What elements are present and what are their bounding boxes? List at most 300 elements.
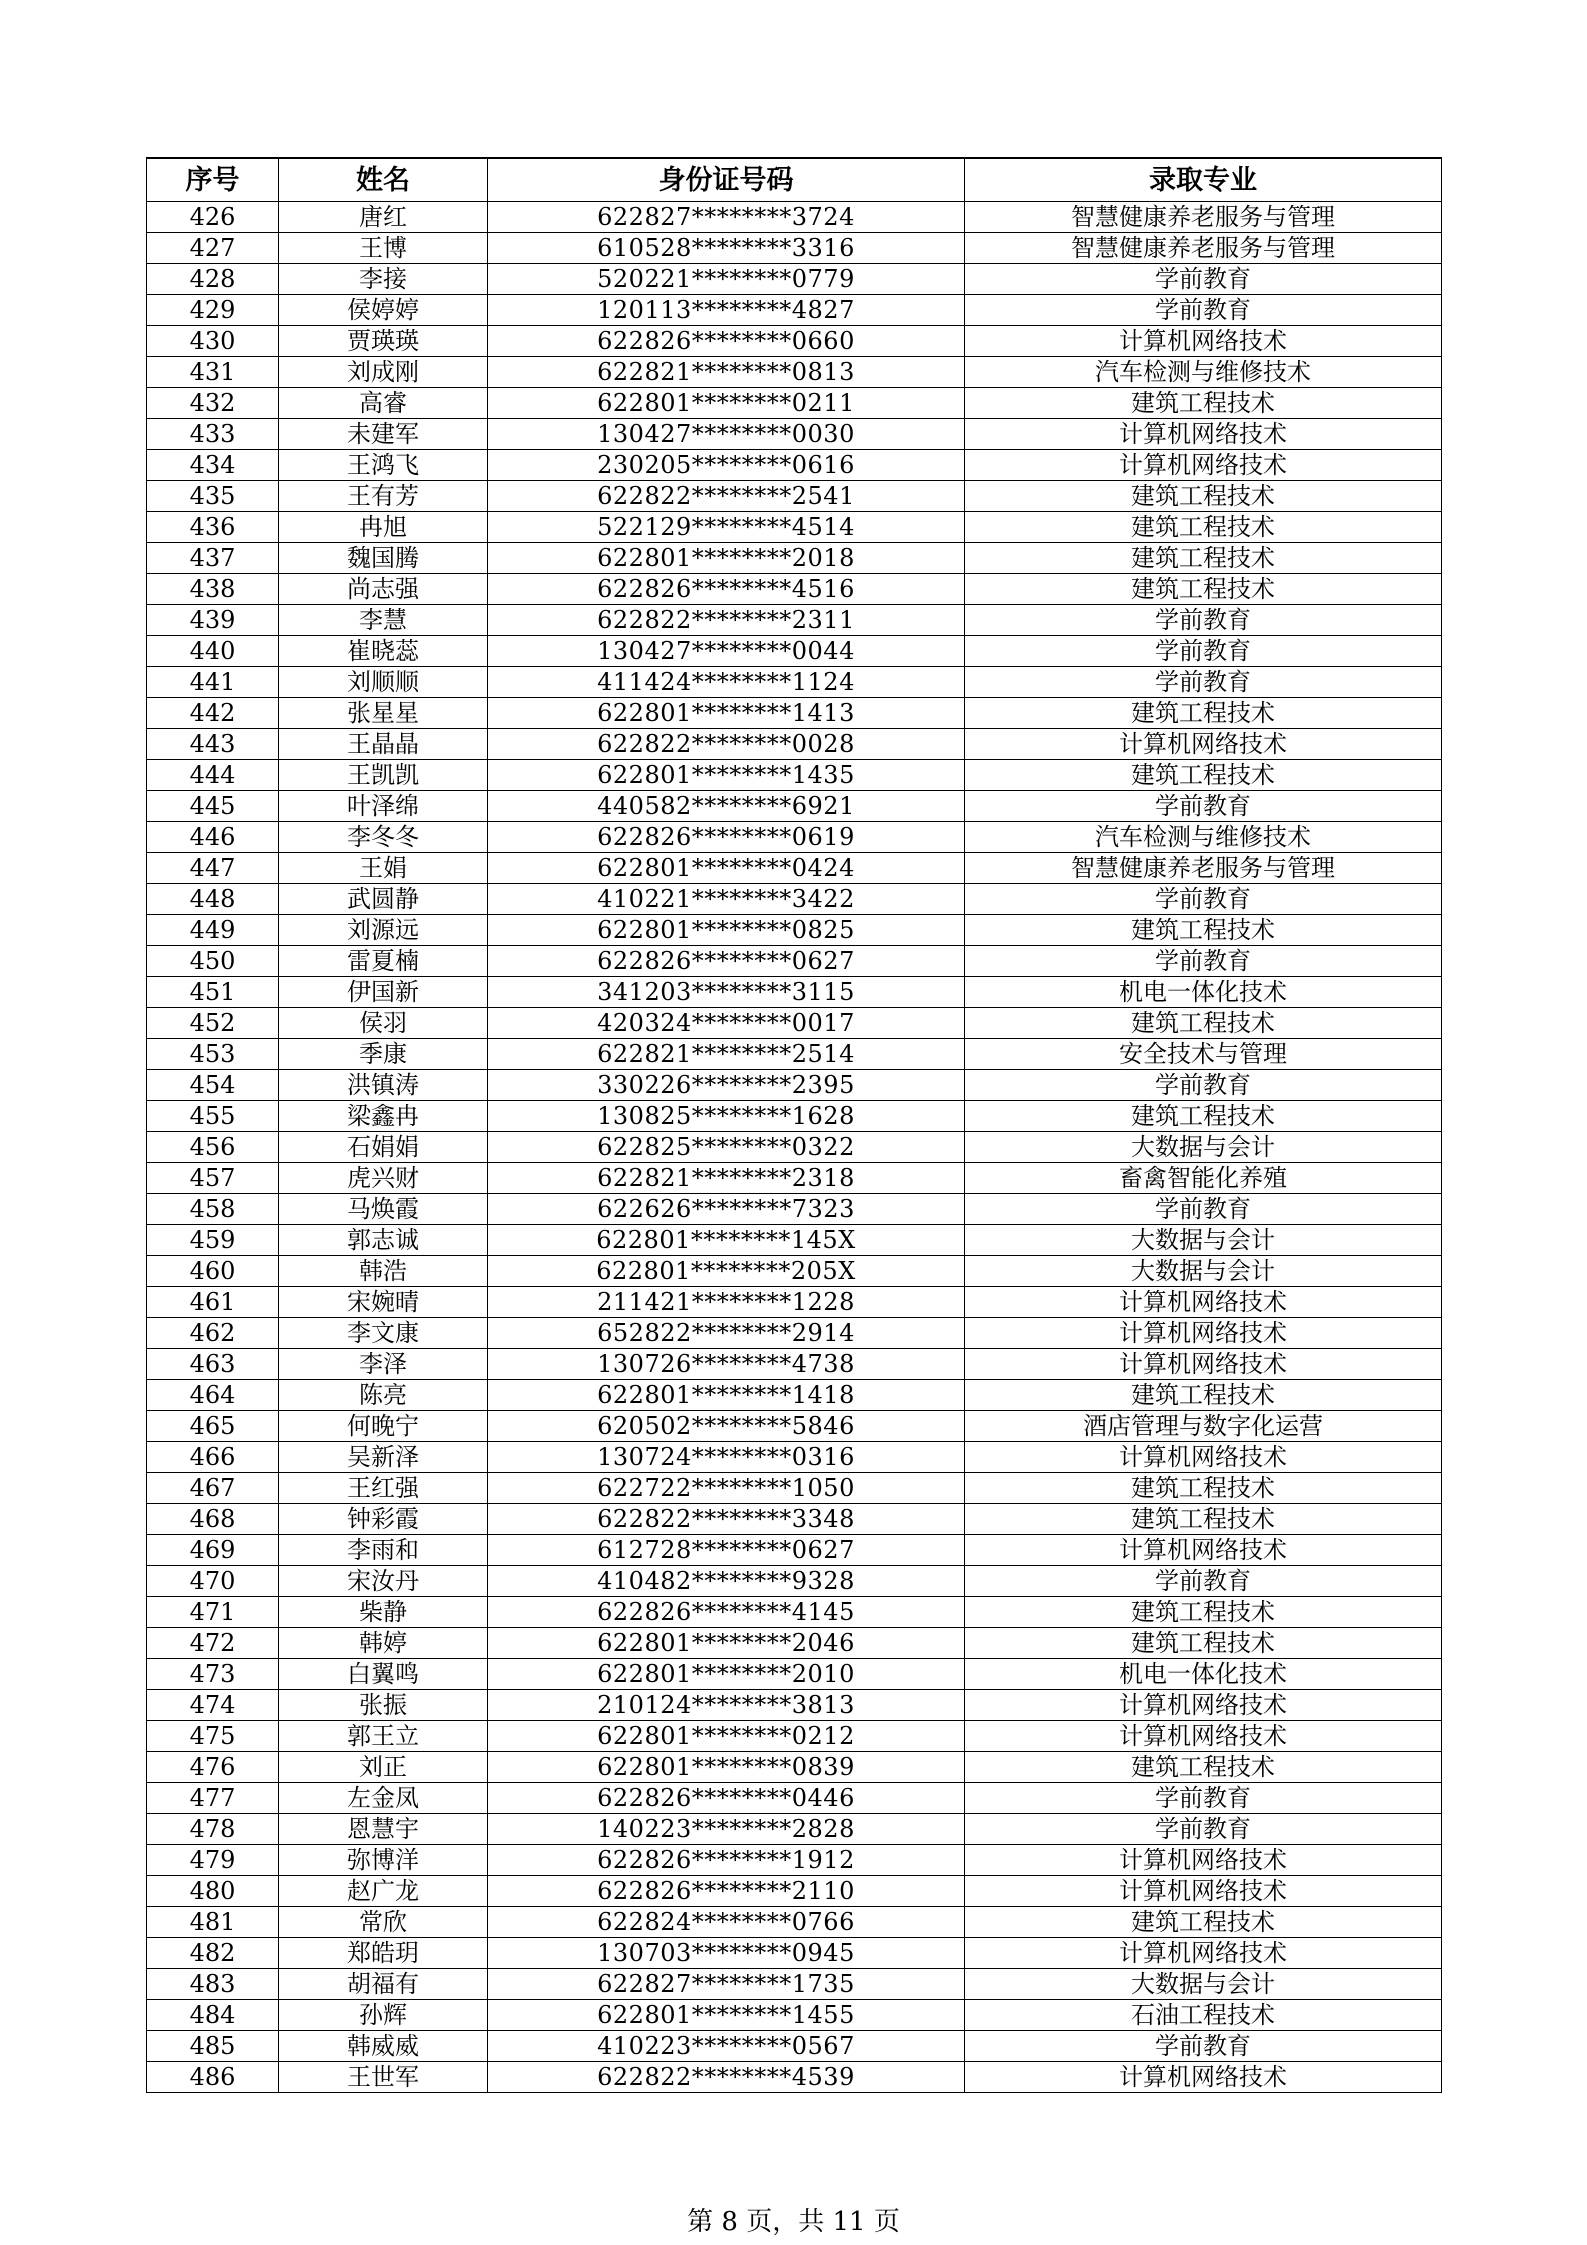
cell-name: 未建军 <box>279 419 488 450</box>
cell-name: 李雨和 <box>279 1535 488 1566</box>
cell-major: 建筑工程技术 <box>965 1504 1442 1535</box>
table-row <box>147 1411 1442 1442</box>
cell-id: 410221********3422 <box>488 884 965 915</box>
header-seq: 序号 <box>147 158 279 202</box>
table-row <box>147 295 1442 326</box>
table-row <box>147 233 1442 264</box>
cell-seq: 485 <box>147 2031 279 2062</box>
table-row <box>147 1814 1442 1845</box>
cell-major: 建筑工程技术 <box>965 1473 1442 1504</box>
cell-name: 郭王立 <box>279 1721 488 1752</box>
cell-major: 大数据与会计 <box>965 1969 1442 2000</box>
table-body <box>147 202 1442 2093</box>
cell-name: 刘顺顺 <box>279 667 488 698</box>
cell-name: 李接 <box>279 264 488 295</box>
cell-id: 622801********0424 <box>488 853 965 884</box>
cell-major: 计算机网络技术 <box>965 1349 1442 1380</box>
cell-seq: 445 <box>147 791 279 822</box>
cell-seq: 434 <box>147 450 279 481</box>
table-row <box>147 915 1442 946</box>
cell-seq: 472 <box>147 1628 279 1659</box>
cell-name: 王博 <box>279 233 488 264</box>
cell-major: 建筑工程技术 <box>965 760 1442 791</box>
cell-seq: 448 <box>147 884 279 915</box>
cell-id: 230205********0616 <box>488 450 965 481</box>
cell-id: 622821********2514 <box>488 1039 965 1070</box>
cell-id: 130825********1628 <box>488 1101 965 1132</box>
table-row <box>147 543 1442 574</box>
cell-seq: 483 <box>147 1969 279 2000</box>
cell-name: 韩婷 <box>279 1628 488 1659</box>
header-row <box>147 158 1442 202</box>
cell-name: 白翼鸣 <box>279 1659 488 1690</box>
cell-major: 建筑工程技术 <box>965 574 1442 605</box>
cell-id: 522129********4514 <box>488 512 965 543</box>
table-row <box>147 698 1442 729</box>
table-row <box>147 2000 1442 2031</box>
cell-name: 高睿 <box>279 388 488 419</box>
cell-id: 520221********0779 <box>488 264 965 295</box>
cell-major: 建筑工程技术 <box>965 1628 1442 1659</box>
cell-major: 计算机网络技术 <box>965 729 1442 760</box>
table-row <box>147 791 1442 822</box>
cell-seq: 450 <box>147 946 279 977</box>
cell-name: 柴静 <box>279 1597 488 1628</box>
cell-seq: 456 <box>147 1132 279 1163</box>
cell-id: 622801********2010 <box>488 1659 965 1690</box>
cell-name: 郑皓玥 <box>279 1938 488 1969</box>
table-row <box>147 326 1442 357</box>
cell-id: 612728********0627 <box>488 1535 965 1566</box>
cell-major: 石油工程技术 <box>965 2000 1442 2031</box>
cell-major: 大数据与会计 <box>965 1132 1442 1163</box>
cell-id: 622825********0322 <box>488 1132 965 1163</box>
cell-id: 622822********0028 <box>488 729 965 760</box>
cell-seq: 429 <box>147 295 279 326</box>
cell-id: 622821********0813 <box>488 357 965 388</box>
table-row <box>147 1566 1442 1597</box>
cell-name: 叶泽绵 <box>279 791 488 822</box>
cell-name: 恩慧宇 <box>279 1814 488 1845</box>
table-row <box>147 1008 1442 1039</box>
cell-major: 计算机网络技术 <box>965 450 1442 481</box>
cell-seq: 451 <box>147 977 279 1008</box>
cell-id: 622827********3724 <box>488 202 965 233</box>
cell-id: 622826********1912 <box>488 1845 965 1876</box>
cell-seq: 464 <box>147 1380 279 1411</box>
cell-name: 唐红 <box>279 202 488 233</box>
cell-major: 计算机网络技术 <box>965 1287 1442 1318</box>
cell-seq: 432 <box>147 388 279 419</box>
cell-major: 畜禽智能化养殖 <box>965 1163 1442 1194</box>
cell-id: 622822********4539 <box>488 2062 965 2093</box>
cell-seq: 443 <box>147 729 279 760</box>
cell-id: 440582********6921 <box>488 791 965 822</box>
cell-seq: 474 <box>147 1690 279 1721</box>
table-row <box>147 1721 1442 1752</box>
cell-seq: 465 <box>147 1411 279 1442</box>
cell-id: 622826********0627 <box>488 946 965 977</box>
cell-name: 李冬冬 <box>279 822 488 853</box>
cell-id: 410482********9328 <box>488 1566 965 1597</box>
cell-major: 建筑工程技术 <box>965 915 1442 946</box>
cell-id: 622801********0825 <box>488 915 965 946</box>
cell-major: 计算机网络技术 <box>965 1442 1442 1473</box>
table-row <box>147 1256 1442 1287</box>
cell-major: 酒店管理与数字化运营 <box>965 1411 1442 1442</box>
cell-name: 冉旭 <box>279 512 488 543</box>
cell-name: 钟彩霞 <box>279 1504 488 1535</box>
cell-seq: 437 <box>147 543 279 574</box>
cell-id: 622722********1050 <box>488 1473 965 1504</box>
table-row <box>147 1442 1442 1473</box>
cell-seq: 449 <box>147 915 279 946</box>
cell-major: 建筑工程技术 <box>965 543 1442 574</box>
cell-name: 弥博洋 <box>279 1845 488 1876</box>
cell-major: 机电一体化技术 <box>965 1659 1442 1690</box>
table-row <box>147 2062 1442 2093</box>
cell-id: 622801********1455 <box>488 2000 965 2031</box>
cell-id: 622801********0212 <box>488 1721 965 1752</box>
table-row <box>147 946 1442 977</box>
cell-id: 130427********0044 <box>488 636 965 667</box>
cell-id: 622826********4145 <box>488 1597 965 1628</box>
cell-major: 建筑工程技术 <box>965 1008 1442 1039</box>
cell-major: 智慧健康养老服务与管理 <box>965 202 1442 233</box>
table-row <box>147 1690 1442 1721</box>
cell-name: 郭志诚 <box>279 1225 488 1256</box>
cell-name: 赵广龙 <box>279 1876 488 1907</box>
cell-major: 学前教育 <box>965 264 1442 295</box>
cell-name: 石娟娟 <box>279 1132 488 1163</box>
cell-major: 建筑工程技术 <box>965 1101 1442 1132</box>
cell-major: 学前教育 <box>965 884 1442 915</box>
header-name: 姓名 <box>279 158 488 202</box>
cell-name: 王凯凯 <box>279 760 488 791</box>
table-row <box>147 977 1442 1008</box>
admission-table <box>146 157 1442 2093</box>
cell-name: 宋汝丹 <box>279 1566 488 1597</box>
cell-id: 622626********7323 <box>488 1194 965 1225</box>
table-row <box>147 1318 1442 1349</box>
table-row <box>147 605 1442 636</box>
table-row <box>147 1504 1442 1535</box>
cell-name: 雷夏楠 <box>279 946 488 977</box>
table-row <box>147 1349 1442 1380</box>
cell-id: 622801********1418 <box>488 1380 965 1411</box>
cell-name: 虎兴财 <box>279 1163 488 1194</box>
cell-id: 622801********0211 <box>488 388 965 419</box>
table-row <box>147 1163 1442 1194</box>
cell-seq: 467 <box>147 1473 279 1504</box>
table-row <box>147 1535 1442 1566</box>
table-row <box>147 1938 1442 1969</box>
table-row <box>147 636 1442 667</box>
cell-name: 王娟 <box>279 853 488 884</box>
cell-name: 韩浩 <box>279 1256 488 1287</box>
cell-name: 孙辉 <box>279 2000 488 2031</box>
table-row <box>147 667 1442 698</box>
table-row <box>147 1783 1442 1814</box>
table-row <box>147 1845 1442 1876</box>
cell-major: 计算机网络技术 <box>965 326 1442 357</box>
table-row <box>147 1194 1442 1225</box>
cell-name: 张星星 <box>279 698 488 729</box>
table-row <box>147 357 1442 388</box>
cell-name: 武圆静 <box>279 884 488 915</box>
table-row <box>147 202 1442 233</box>
cell-major: 建筑工程技术 <box>965 1907 1442 1938</box>
table-row <box>147 1876 1442 1907</box>
cell-major: 学前教育 <box>965 791 1442 822</box>
cell-id: 622826********2110 <box>488 1876 965 1907</box>
cell-name: 王有芳 <box>279 481 488 512</box>
cell-seq: 447 <box>147 853 279 884</box>
cell-major: 学前教育 <box>965 605 1442 636</box>
cell-seq: 428 <box>147 264 279 295</box>
cell-name: 李泽 <box>279 1349 488 1380</box>
cell-name: 王晶晶 <box>279 729 488 760</box>
cell-seq: 486 <box>147 2062 279 2093</box>
cell-seq: 452 <box>147 1008 279 1039</box>
cell-name: 常欣 <box>279 1907 488 1938</box>
cell-seq: 469 <box>147 1535 279 1566</box>
cell-id: 622801********145X <box>488 1225 965 1256</box>
cell-id: 622826********0660 <box>488 326 965 357</box>
cell-id: 410223********0567 <box>488 2031 965 2062</box>
cell-seq: 455 <box>147 1101 279 1132</box>
cell-seq: 468 <box>147 1504 279 1535</box>
cell-id: 211421********1228 <box>488 1287 965 1318</box>
cell-seq: 438 <box>147 574 279 605</box>
cell-id: 622822********2541 <box>488 481 965 512</box>
cell-seq: 460 <box>147 1256 279 1287</box>
cell-id: 622801********2018 <box>488 543 965 574</box>
cell-seq: 436 <box>147 512 279 543</box>
cell-seq: 454 <box>147 1070 279 1101</box>
cell-major: 汽车检测与维修技术 <box>965 822 1442 853</box>
cell-name: 李文康 <box>279 1318 488 1349</box>
table-row <box>147 1628 1442 1659</box>
page-number: 第 8 页，共 11 页 <box>687 2207 900 2237</box>
cell-id: 622826********4516 <box>488 574 965 605</box>
cell-seq: 484 <box>147 2000 279 2031</box>
cell-seq: 457 <box>147 1163 279 1194</box>
cell-name: 尚志强 <box>279 574 488 605</box>
table-row <box>147 1132 1442 1163</box>
table-row <box>147 853 1442 884</box>
cell-id: 622826********0446 <box>488 1783 965 1814</box>
cell-name: 刘源远 <box>279 915 488 946</box>
cell-major: 学前教育 <box>965 2031 1442 2062</box>
cell-seq: 444 <box>147 760 279 791</box>
table-row <box>147 1287 1442 1318</box>
cell-id: 330226********2395 <box>488 1070 965 1101</box>
cell-seq: 461 <box>147 1287 279 1318</box>
cell-seq: 476 <box>147 1752 279 1783</box>
cell-seq: 430 <box>147 326 279 357</box>
cell-major: 计算机网络技术 <box>965 1318 1442 1349</box>
cell-id: 622801********2046 <box>488 1628 965 1659</box>
cell-name: 王世军 <box>279 2062 488 2093</box>
cell-id: 622826********0619 <box>488 822 965 853</box>
table-row <box>147 1473 1442 1504</box>
cell-name: 伊国新 <box>279 977 488 1008</box>
cell-name: 王红强 <box>279 1473 488 1504</box>
cell-name: 贾瑛瑛 <box>279 326 488 357</box>
cell-id: 130726********4738 <box>488 1349 965 1380</box>
table-row <box>147 1969 1442 2000</box>
table-row <box>147 1907 1442 1938</box>
cell-id: 341203********3115 <box>488 977 965 1008</box>
cell-major: 汽车检测与维修技术 <box>965 357 1442 388</box>
table-row <box>147 1659 1442 1690</box>
cell-name: 王鸿飞 <box>279 450 488 481</box>
cell-id: 140223********2828 <box>488 1814 965 1845</box>
cell-major: 计算机网络技术 <box>965 1535 1442 1566</box>
table-row <box>147 450 1442 481</box>
cell-name: 刘成刚 <box>279 357 488 388</box>
cell-name: 左金凤 <box>279 1783 488 1814</box>
cell-seq: 459 <box>147 1225 279 1256</box>
cell-name: 刘正 <box>279 1752 488 1783</box>
cell-major: 计算机网络技术 <box>965 1845 1442 1876</box>
cell-major: 学前教育 <box>965 636 1442 667</box>
cell-seq: 442 <box>147 698 279 729</box>
table-row <box>147 512 1442 543</box>
cell-name: 崔晓蕊 <box>279 636 488 667</box>
table-row <box>147 2031 1442 2062</box>
cell-seq: 477 <box>147 1783 279 1814</box>
cell-id: 622801********1413 <box>488 698 965 729</box>
cell-id: 610528********3316 <box>488 233 965 264</box>
cell-major: 学前教育 <box>965 1194 1442 1225</box>
cell-major: 学前教育 <box>965 1070 1442 1101</box>
cell-major: 建筑工程技术 <box>965 1380 1442 1411</box>
cell-name: 吴新泽 <box>279 1442 488 1473</box>
cell-id: 622821********2318 <box>488 1163 965 1194</box>
table-row <box>147 760 1442 791</box>
cell-seq: 473 <box>147 1659 279 1690</box>
cell-major: 建筑工程技术 <box>965 512 1442 543</box>
cell-id: 130427********0030 <box>488 419 965 450</box>
cell-seq: 470 <box>147 1566 279 1597</box>
cell-major: 智慧健康养老服务与管理 <box>965 853 1442 884</box>
cell-seq: 427 <box>147 233 279 264</box>
cell-seq: 439 <box>147 605 279 636</box>
cell-name: 马焕霞 <box>279 1194 488 1225</box>
cell-major: 建筑工程技术 <box>965 481 1442 512</box>
table-row <box>147 1070 1442 1101</box>
cell-major: 学前教育 <box>965 295 1442 326</box>
cell-major: 建筑工程技术 <box>965 388 1442 419</box>
table-row <box>147 1752 1442 1783</box>
cell-id: 622824********0766 <box>488 1907 965 1938</box>
cell-name: 何晚宁 <box>279 1411 488 1442</box>
cell-major: 机电一体化技术 <box>965 977 1442 1008</box>
cell-major: 计算机网络技术 <box>965 419 1442 450</box>
cell-id: 622822********2311 <box>488 605 965 636</box>
cell-name: 张振 <box>279 1690 488 1721</box>
cell-seq: 482 <box>147 1938 279 1969</box>
cell-seq: 440 <box>147 636 279 667</box>
cell-seq: 475 <box>147 1721 279 1752</box>
cell-seq: 446 <box>147 822 279 853</box>
cell-id: 620502********5846 <box>488 1411 965 1442</box>
header-major: 录取专业 <box>965 158 1442 202</box>
cell-id: 622822********3348 <box>488 1504 965 1535</box>
cell-id: 130724********0316 <box>488 1442 965 1473</box>
table-row <box>147 419 1442 450</box>
table-row <box>147 1225 1442 1256</box>
cell-id: 210124********3813 <box>488 1690 965 1721</box>
cell-major: 计算机网络技术 <box>965 1938 1442 1969</box>
table-row <box>147 264 1442 295</box>
cell-seq: 433 <box>147 419 279 450</box>
table-row <box>147 729 1442 760</box>
table-row <box>147 884 1442 915</box>
cell-major: 计算机网络技术 <box>965 1690 1442 1721</box>
cell-seq: 481 <box>147 1907 279 1938</box>
cell-major: 大数据与会计 <box>965 1256 1442 1287</box>
cell-major: 学前教育 <box>965 946 1442 977</box>
cell-major: 学前教育 <box>965 1566 1442 1597</box>
cell-major: 建筑工程技术 <box>965 1752 1442 1783</box>
cell-seq: 479 <box>147 1845 279 1876</box>
cell-name: 胡福有 <box>279 1969 488 2000</box>
cell-name: 梁鑫冉 <box>279 1101 488 1132</box>
cell-seq: 478 <box>147 1814 279 1845</box>
cell-major: 学前教育 <box>965 1814 1442 1845</box>
cell-name: 侯婷婷 <box>279 295 488 326</box>
cell-id: 622801********205X <box>488 1256 965 1287</box>
table-row <box>147 1039 1442 1070</box>
cell-seq: 480 <box>147 1876 279 1907</box>
cell-major: 安全技术与管理 <box>965 1039 1442 1070</box>
cell-seq: 462 <box>147 1318 279 1349</box>
cell-name: 李慧 <box>279 605 488 636</box>
cell-id: 130703********0945 <box>488 1938 965 1969</box>
cell-name: 魏国腾 <box>279 543 488 574</box>
table-row <box>147 1380 1442 1411</box>
table-row <box>147 481 1442 512</box>
cell-id: 652822********2914 <box>488 1318 965 1349</box>
table-row <box>147 1597 1442 1628</box>
cell-seq: 453 <box>147 1039 279 1070</box>
table-row <box>147 388 1442 419</box>
cell-seq: 458 <box>147 1194 279 1225</box>
cell-major: 智慧健康养老服务与管理 <box>965 233 1442 264</box>
cell-name: 韩威威 <box>279 2031 488 2062</box>
cell-name: 陈亮 <box>279 1380 488 1411</box>
header-id: 身份证号码 <box>488 158 965 202</box>
cell-id: 420324********0017 <box>488 1008 965 1039</box>
cell-major: 计算机网络技术 <box>965 2062 1442 2093</box>
cell-major: 计算机网络技术 <box>965 1721 1442 1752</box>
table-header <box>147 158 1442 202</box>
cell-id: 411424********1124 <box>488 667 965 698</box>
table-row <box>147 822 1442 853</box>
cell-id: 120113********4827 <box>488 295 965 326</box>
cell-id: 622801********0839 <box>488 1752 965 1783</box>
table-row <box>147 1101 1442 1132</box>
cell-id: 622827********1735 <box>488 1969 965 2000</box>
cell-seq: 435 <box>147 481 279 512</box>
cell-seq: 471 <box>147 1597 279 1628</box>
cell-id: 622801********1435 <box>488 760 965 791</box>
cell-major: 学前教育 <box>965 1783 1442 1814</box>
cell-name: 侯羽 <box>279 1008 488 1039</box>
